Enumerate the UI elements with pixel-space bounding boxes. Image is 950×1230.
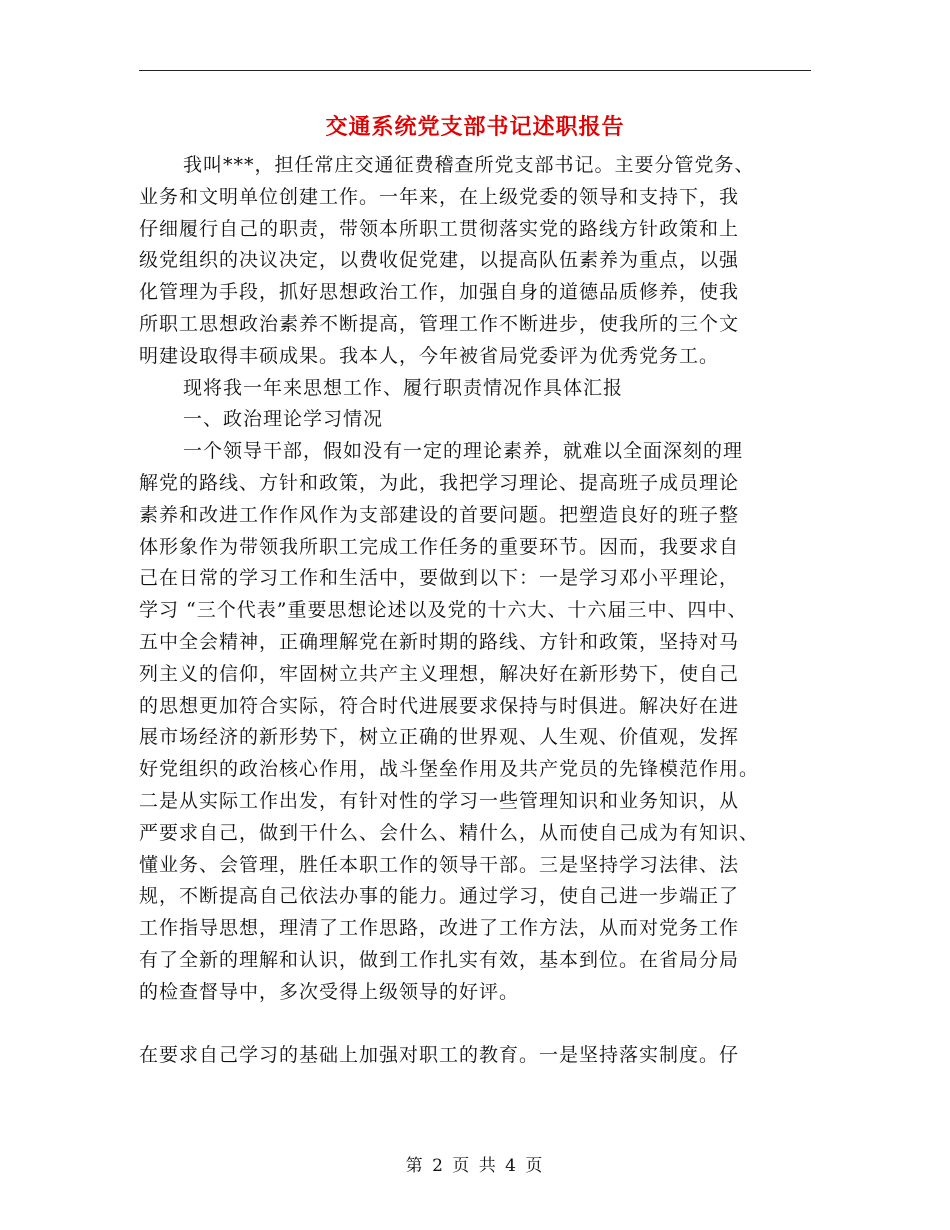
text-line: 工作指导思想，理清了工作思路，改进了工作方法，从而对党务工作 xyxy=(139,917,740,940)
text-line: 严要求自己，做到干什么、会什么、精什么，从而使自己成为有知识、 xyxy=(139,821,760,844)
text-line: 己在日常的学习工作和生活中，要做到以下：一是学习邓小平理论， xyxy=(139,567,740,590)
text-line: 有了全新的理解和认识，做到工作扎实有效，基本到位。在省局分局 xyxy=(139,948,740,971)
text-line: 体形象作为带领我所职工完成工作任务的重要环节。因而，我要求自 xyxy=(139,535,740,558)
text-line: 懂业务、会管理，胜任本职工作的领导干部。三是坚持学习法律、法 xyxy=(139,853,740,876)
text-line: 在要求自己学习的基础上加强对职工的教育。一是坚持落实制度。仔 xyxy=(139,1044,740,1067)
text-line: 所职工思想政治素养不断提高，管理工作不断进步，使我所的三个文 xyxy=(139,312,740,335)
text-line: 化管理为手段，抓好思想政治工作，加强自身的道德品质修养，使我 xyxy=(139,281,740,304)
header-rule xyxy=(139,70,811,71)
text-line: 素养和改进工作作风作为支部建设的首要问题。把塑造良好的班子整 xyxy=(139,503,740,526)
blank-line xyxy=(139,1009,829,1041)
text-line: 列主义的信仰，牢固树立共产主义理想，解决好在新形势下，使自己 xyxy=(139,662,740,685)
text-line: 我叫***，担任常庄交通征费稽查所党支部书记。主要分管党务、 xyxy=(183,154,755,176)
document-body xyxy=(139,150,829,1072)
text-line: 解党的路线、方针和政策，为此，我把学习理论、提高班子成员理论 xyxy=(139,471,740,494)
text-line: 好党组织的政治核心作用，战斗堡垒作用及共产党员的先锋模范作用。 xyxy=(139,758,760,781)
text-line: 仔细履行自己的职责，带领本所职工贯彻落实党的路线方针政策和上 xyxy=(139,217,740,240)
text-line: 五中全会精神，正确理解党在新时期的路线、方针和政策，坚持对马 xyxy=(139,630,740,653)
text-line: 明建设取得丰硕成果。我本人，今年被省局党委评为优秀党务工。 xyxy=(139,344,720,367)
text-line: 学习 “三个代表”重要思想论述以及党的十六大、十六届三中、四中、 xyxy=(139,599,748,622)
text-line: 二是从实际工作出发，有针对性的学习一些管理知识和业务知识，从 xyxy=(139,789,740,812)
page-number: 第 2 页 共 4 页 xyxy=(405,1156,545,1176)
text-line: 展市场经济的新形势下，树立正确的世界观、人生观、价值观，发挥 xyxy=(139,726,740,749)
text-line: 一、政治理论学习情况 xyxy=(183,408,384,431)
text-line: 的思想更加符合实际，符合时代进展要求保持与时俱进。解决好在进 xyxy=(139,694,740,717)
text-line: 的检查督导中，多次受得上级领导的好评。 xyxy=(139,980,520,1003)
document-title: 交通系统党支部书记述职报告 xyxy=(325,114,625,140)
text-line: 现将我一年来思想工作、履行职责情况作具体汇报 xyxy=(183,376,624,399)
text-line: 业务和文明单位创建工作。一年来，在上级党委的领导和支持下，我 xyxy=(139,185,740,208)
text-line: 规，不断提高自己依法办事的能力。通过学习，使自己进一步端正了 xyxy=(139,885,740,908)
text-line: 一个领导干部，假如没有一定的理论素养，就难以全面深刻的理 xyxy=(183,440,744,463)
text-line: 级党组织的决议决定，以费收促党建，以提高队伍素养为重点，以强 xyxy=(139,249,740,272)
